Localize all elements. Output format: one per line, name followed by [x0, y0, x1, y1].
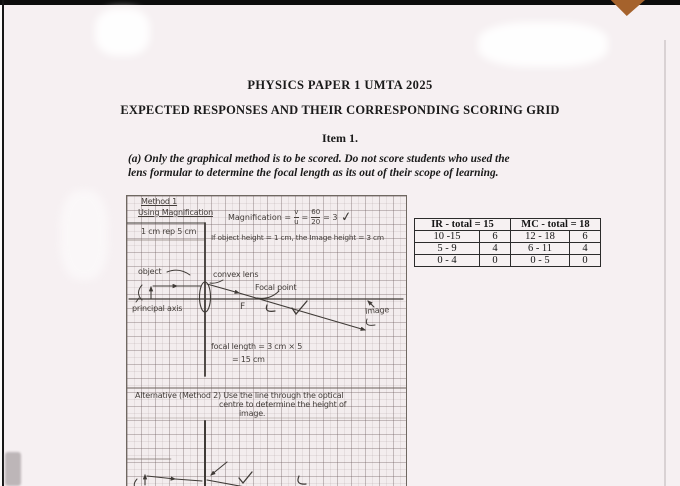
label-convex-lens: convex lens: [213, 270, 259, 279]
table-row: [415, 243, 601, 255]
convex-lens-shape: [200, 282, 211, 312]
item-heading: Item 1.: [322, 131, 358, 145]
equals-sign: =: [301, 213, 309, 222]
object-pointer: [167, 270, 190, 275]
fraction-denominator: u: [294, 218, 299, 226]
page-subtitle: EXPECTED RESPONSES AND THEIR CORRESPONDING SCORING GRID: [120, 103, 560, 117]
bracket-mark: [134, 479, 138, 486]
label-principal-axis: principal axis: [132, 304, 183, 313]
method2-note-line2: centre to determine the height of: [219, 400, 347, 409]
fraction-numerator: 60: [311, 208, 321, 216]
label-object: object: [138, 267, 162, 276]
focal-length-calc-line1: focal length = 3 cm × 5: [211, 342, 303, 351]
bracket-mark: [139, 285, 143, 300]
mc-range-cell: 6 - 11: [511, 243, 570, 255]
equation-prefix: Magnification =: [228, 213, 292, 222]
ir-score-cell: 0: [480, 255, 511, 267]
check-curve: [298, 476, 306, 484]
method2-ray: [147, 476, 175, 479]
check-curve: [366, 319, 375, 325]
check-curve: [266, 305, 275, 311]
mc-range-cell: 12 - 18: [511, 231, 570, 243]
method2-note-line1: Alternative (Method 2) Use the line through the optical: [135, 391, 344, 400]
method1-subtitle: Using Magnification: [138, 208, 213, 217]
scan-artifact: [478, 22, 608, 67]
lens-pointer: [210, 280, 223, 283]
checkmark: [292, 301, 307, 314]
scan-artifact: [95, 8, 150, 56]
method2-ray: [175, 479, 202, 481]
mc-score-cell: 0: [570, 255, 601, 267]
method2-ray: [207, 480, 245, 486]
magnification-equation: [228, 209, 351, 226]
fraction-denominator: 20: [311, 218, 321, 226]
scoring-grid-table: [414, 218, 601, 267]
label-focal-point: Focal point: [255, 283, 297, 292]
method1-title: Method 1: [141, 197, 178, 206]
method2-annotation-arrow: [211, 462, 227, 475]
table-row: [415, 231, 601, 243]
refracted-ray: [207, 284, 239, 293]
scoring-note-line2: lens formular to determine the focal length as its out of their scope of learning.: [128, 166, 499, 179]
label-f-mark: F: [240, 302, 245, 312]
mc-range-cell: 0 - 5: [511, 255, 570, 267]
table-row: [415, 255, 601, 267]
fraction-numerator: v: [294, 208, 299, 216]
equation-result: = 3: [323, 213, 338, 222]
ir-range-cell: 10 -15: [415, 231, 480, 243]
ir-total-header: IR - total = 15: [415, 219, 511, 231]
focal-point-pointer: [257, 291, 279, 298]
scan-top-edge: [0, 0, 680, 5]
graph-paper-worksheet: [126, 195, 407, 486]
mc-score-cell: 4: [570, 243, 601, 255]
table-header-row: [415, 219, 601, 231]
checkmark: [239, 472, 252, 483]
ir-score-cell: 4: [480, 243, 511, 255]
focal-length-calc-line2: = 15 cm: [232, 355, 265, 364]
refracted-ray: [239, 293, 365, 330]
scoring-note: [128, 153, 552, 180]
scale-note: 1 cm rep 5 cm: [141, 227, 197, 236]
checkmark-icon: ✓: [339, 209, 353, 226]
ir-range-cell: 0 - 4: [415, 255, 480, 267]
page-title: PHYSICS PAPER 1 UMTA 2025: [247, 78, 433, 92]
label-image: Image: [364, 305, 390, 316]
scoring-note-line1: (a) Only the graphical method is to be scored. Do not score students who used the: [128, 153, 510, 165]
scan-artifact: [60, 190, 108, 280]
method2-note-line3: image.: [239, 409, 266, 418]
mc-score-cell: 6: [570, 231, 601, 243]
ir-score-cell: 6: [480, 231, 511, 243]
scan-left-edge: [2, 0, 4, 486]
fraction-60-20: [311, 209, 320, 226]
scan-artifact: [5, 452, 21, 486]
height-note: If object height = 1 cm, the Image height = 3 cm: [211, 233, 384, 242]
ir-range-cell: 5 - 9: [415, 243, 480, 255]
axis-pointer: [136, 298, 139, 302]
mc-total-header: MC - total = 18: [511, 219, 601, 231]
fraction-v-u: [294, 209, 298, 226]
